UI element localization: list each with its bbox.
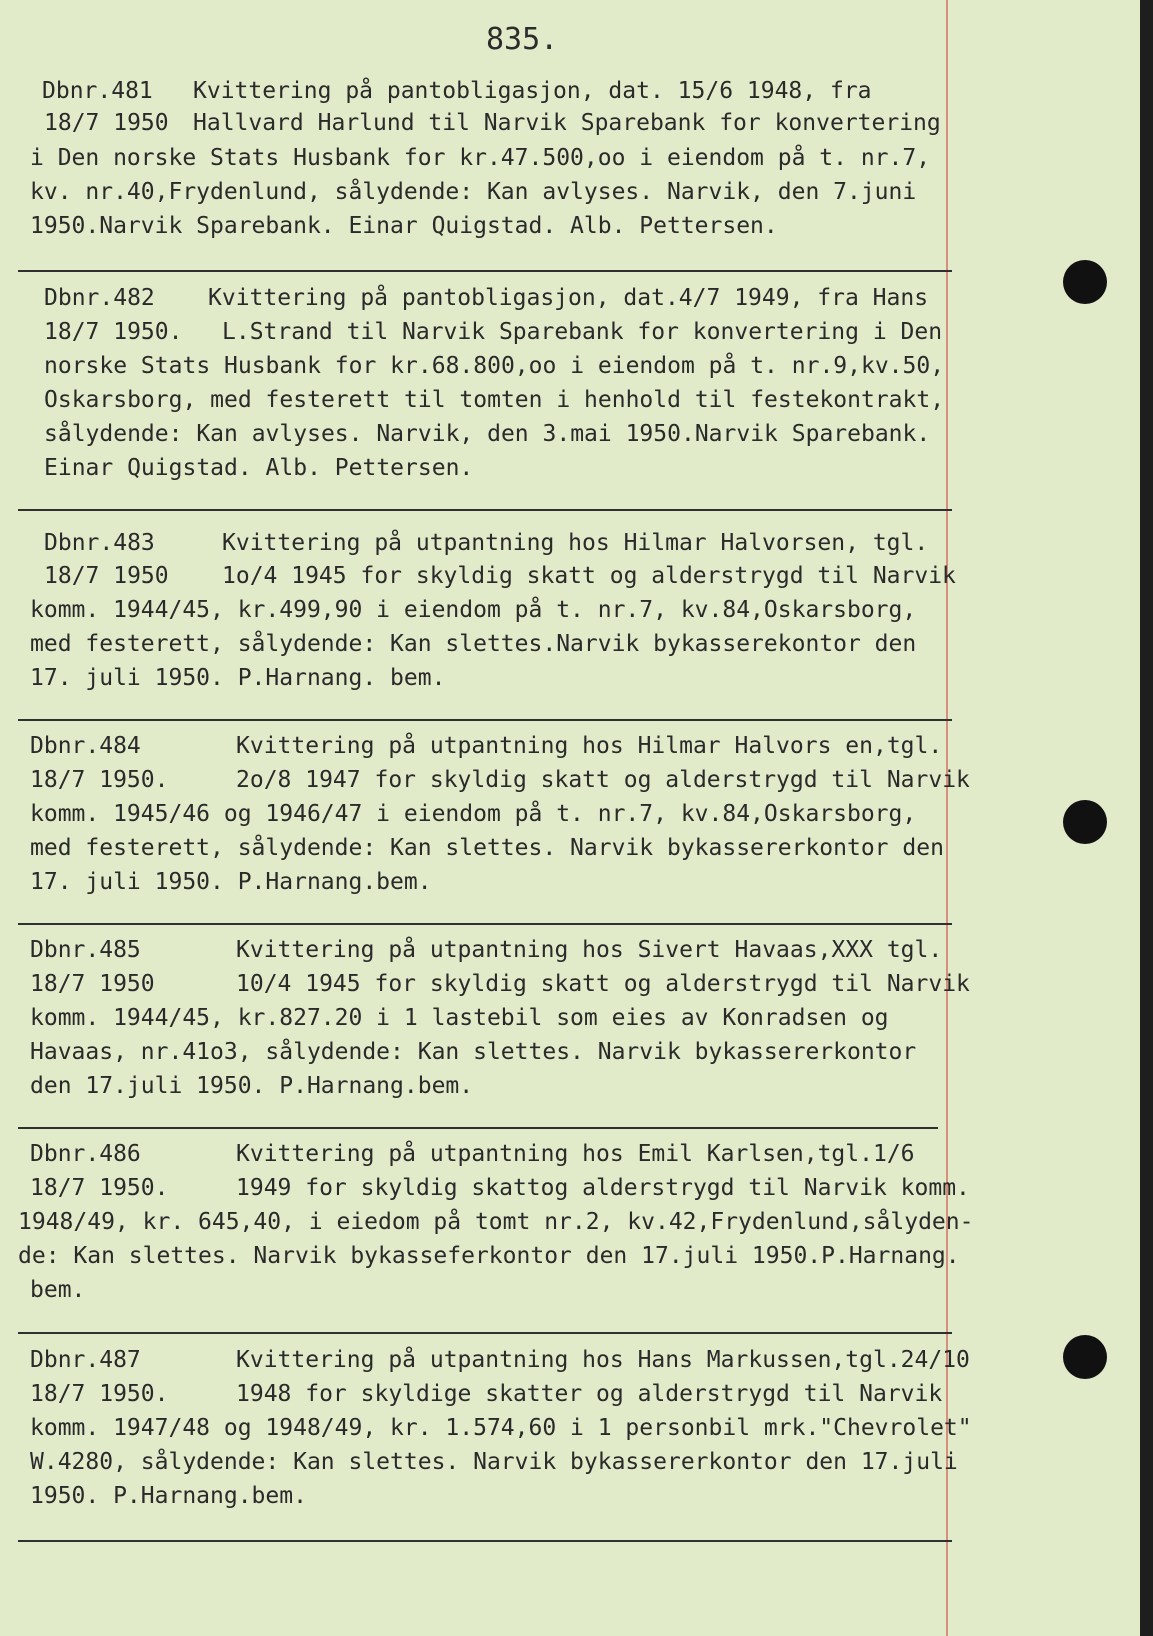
entry-text-line: 1949 for skyldig skattog alderstrygd til Narvik komm. bbox=[236, 1175, 970, 1201]
entry-text-line: Kvittering på utpantning hos Hans Markussen,tgl.24/10 bbox=[236, 1347, 970, 1373]
entry-date: 18/7 1950 bbox=[44, 563, 169, 589]
entry-divider bbox=[18, 270, 952, 272]
entry-text-line: Havaas, nr.41o3, sålydende: Kan slettes. Narvik bykassererkontor bbox=[30, 1039, 917, 1065]
entry-dbnr: Dbnr.487 bbox=[30, 1347, 141, 1373]
entry-text-line: Kvittering på utpantning hos Sivert Havaas,XXX tgl. bbox=[236, 937, 943, 963]
entry-dbnr: Dbnr.483 bbox=[44, 530, 155, 556]
entry-date: 18/7 1950 bbox=[44, 110, 169, 136]
punch-hole bbox=[1063, 1335, 1107, 1379]
entry-text-line: W.4280, sålydende: Kan slettes. Narvik bykassererkontor den 17.juli bbox=[30, 1449, 958, 1475]
entry-text-line: komm. 1947/48 og 1948/49, kr. 1.574,60 i 1 personbil mrk."Chevrolet" bbox=[30, 1415, 972, 1441]
entry-text-line: Kvittering på utpantning hos Emil Karlsen,tgl.1/6 bbox=[236, 1141, 915, 1167]
entry-text-line: med festerett, sålydende: Kan slettes.Narvik bykasserekontor den bbox=[30, 631, 917, 657]
entry-text-line: i Den norske Stats Husbank for kr.47.500,oo i eiendom på t. nr.7, bbox=[30, 145, 931, 171]
entry-text-line: 10/4 1945 for skyldig skatt og alderstrygd til Narvik bbox=[236, 971, 970, 997]
entry-text-line: 1948 for skyldige skatter og alderstrygd til Narvik bbox=[236, 1381, 943, 1407]
entry-dbnr: Dbnr.484 bbox=[30, 733, 141, 759]
entry-date: 18/7 1950. bbox=[44, 319, 183, 345]
entry-text-line: 1950. P.Harnang.bem. bbox=[30, 1483, 307, 1509]
page-number: 835. bbox=[486, 22, 559, 57]
entry-dbnr: Dbnr.482 bbox=[44, 285, 155, 311]
entry-text-line: Kvittering på utpantning hos Hilmar Halvorsen, tgl. bbox=[222, 530, 929, 556]
entry-text-line: bem. bbox=[30, 1277, 86, 1303]
entry-text-line: 1948/49, kr. 645,40, i eiedom på tomt nr.2, kv.42,Frydenlund,sålyden- bbox=[18, 1209, 974, 1235]
entry-text-line: sålydende: Kan avlyses. Narvik, den 3.mai 1950.Narvik Sparebank. bbox=[44, 421, 931, 447]
entry-text-line: komm. 1944/45, kr.827.20 i 1 lastebil som eies av Konradsen og bbox=[30, 1005, 889, 1031]
entry-divider bbox=[18, 719, 952, 721]
entry-dbnr: Dbnr.481 bbox=[42, 78, 153, 104]
entry-text-line: 2o/8 1947 for skyldig skatt og alderstrygd til Narvik bbox=[236, 767, 970, 793]
entry-divider bbox=[18, 1127, 938, 1129]
entry-text-line: 1950.Narvik Sparebank. Einar Quigstad. Alb. Pettersen. bbox=[30, 213, 778, 239]
entry-text-line: de: Kan slettes. Narvik bykasseferkontor den 17.juli 1950.P.Harnang. bbox=[18, 1243, 960, 1269]
entry-text-line: kv. nr.40,Frydenlund, sålydende: Kan avlyses. Narvik, den 7.juni bbox=[30, 179, 917, 205]
entry-text-line: Kvittering på utpantning hos Hilmar Halvors en,tgl. bbox=[236, 733, 943, 759]
entry-date: 18/7 1950 bbox=[30, 971, 155, 997]
entry-text-line: Kvittering på pantobligasjon, dat. 15/6 1948, fra bbox=[193, 78, 872, 104]
entry-text-line: komm. 1944/45, kr.499,90 i eiendom på t. nr.7, kv.84,Oskarsborg, bbox=[30, 597, 917, 623]
entry-text-line: 17. juli 1950. P.Harnang. bem. bbox=[30, 665, 446, 691]
entry-dbnr: Dbnr.486 bbox=[30, 1141, 141, 1167]
entry-text-line: norske Stats Husbank for kr.68.800,oo i eiendom på t. nr.9,kv.50, bbox=[44, 353, 945, 379]
entry-divider bbox=[18, 1540, 952, 1542]
margin-line bbox=[946, 0, 948, 1636]
entry-text-line: den 17.juli 1950. P.Harnang.bem. bbox=[30, 1073, 474, 1099]
entry-divider bbox=[18, 1332, 952, 1334]
entry-date: 18/7 1950. bbox=[30, 767, 169, 793]
entry-text-line: 1o/4 1945 for skyldig skatt og alderstrygd til Narvik bbox=[222, 563, 956, 589]
entry-text-line: Oskarsborg, med festerett til tomten i henhold til festekontrakt, bbox=[44, 387, 945, 413]
entry-divider bbox=[18, 923, 952, 925]
entry-text-line: 17. juli 1950. P.Harnang.bem. bbox=[30, 869, 432, 895]
entry-text-line: Hallvard Harlund til Narvik Sparebank for konvertering bbox=[193, 110, 941, 136]
entry-text-line: Einar Quigstad. Alb. Pettersen. bbox=[44, 455, 474, 481]
punch-hole bbox=[1063, 800, 1107, 844]
entry-dbnr: Dbnr.485 bbox=[30, 937, 141, 963]
entry-text-line: Kvittering på pantobligasjon, dat.4/7 1949, fra Hans bbox=[208, 285, 929, 311]
punch-hole bbox=[1063, 260, 1107, 304]
entry-text-line: med festerett, sålydende: Kan slettes. Narvik bykassererkontor den bbox=[30, 835, 944, 861]
entry-date: 18/7 1950. bbox=[30, 1175, 169, 1201]
entry-date: 18/7 1950. bbox=[30, 1381, 169, 1407]
entry-text-line: L.Strand til Narvik Sparebank for konvertering i Den bbox=[222, 319, 943, 345]
entry-divider bbox=[18, 509, 952, 511]
entry-text-line: komm. 1945/46 og 1946/47 i eiendom på t. nr.7, kv.84,Oskarsborg, bbox=[30, 801, 917, 827]
